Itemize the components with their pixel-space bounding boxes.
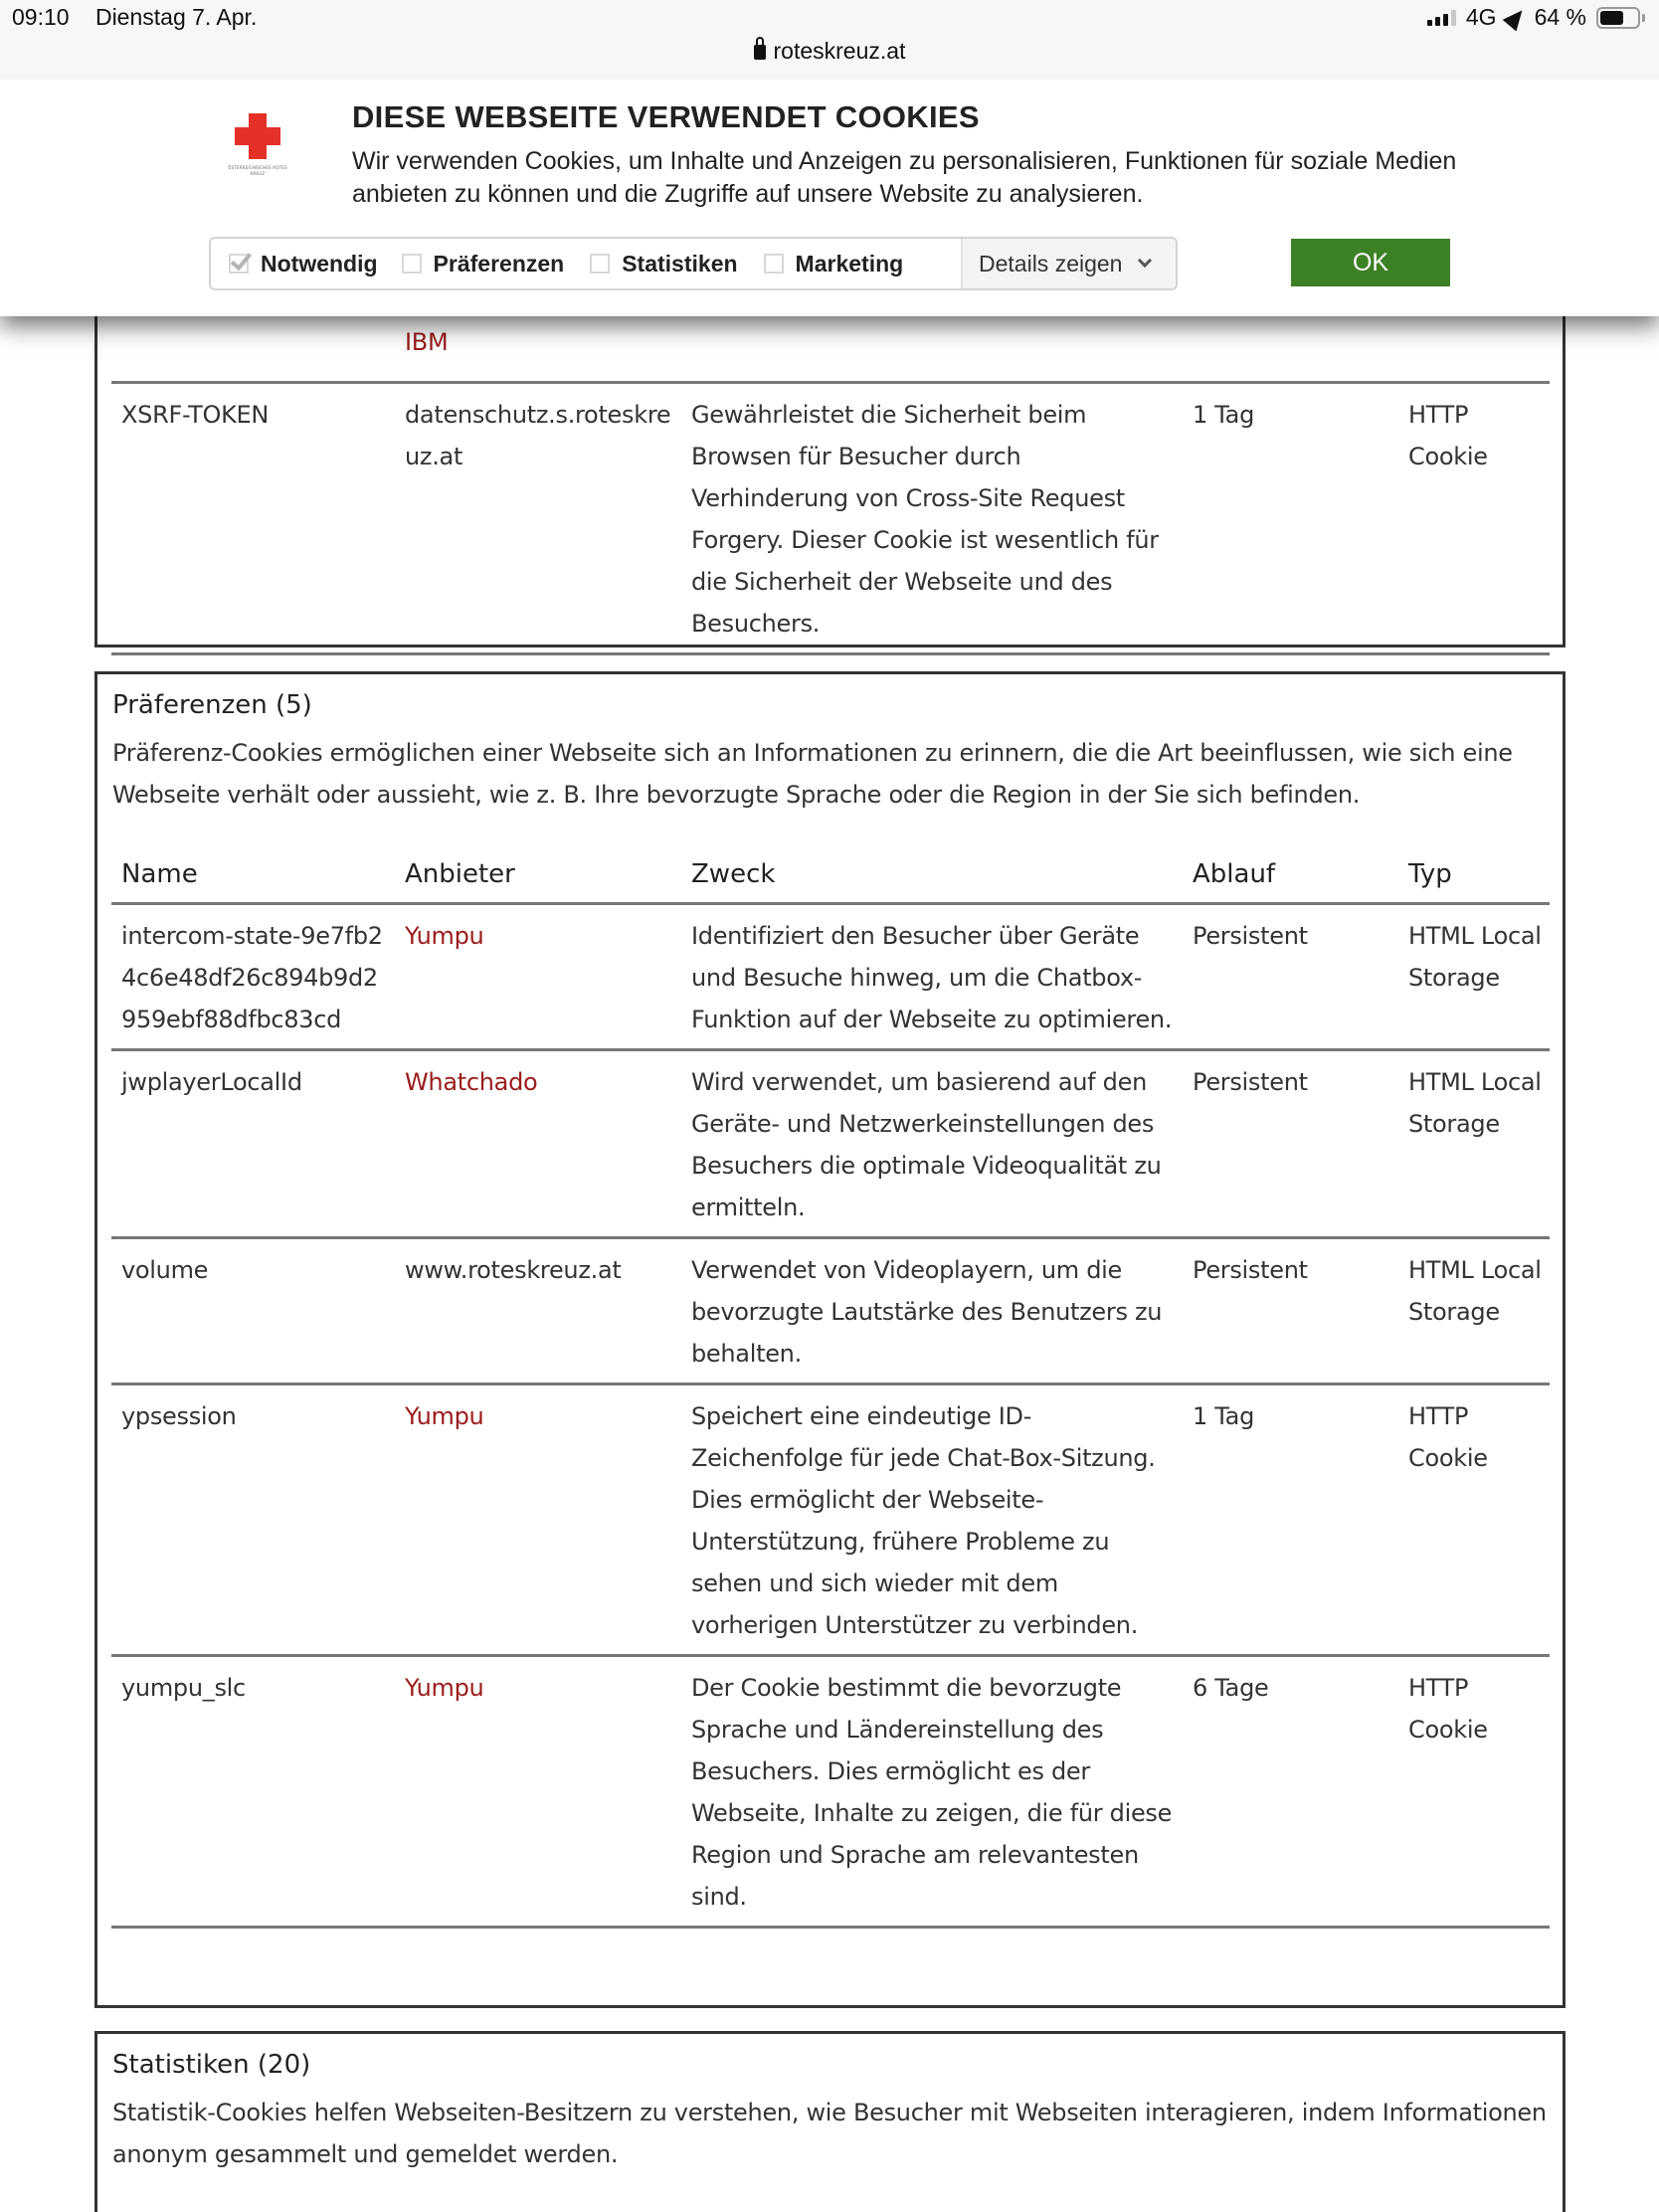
checkbox-label: Präferenzen — [433, 250, 565, 276]
cookie-purpose — [684, 321, 1187, 373]
cookie-expiry: 1 Tag — [1193, 401, 1255, 429]
cookie-name: volume — [121, 1256, 209, 1284]
checkbox-notwendig[interactable] — [211, 239, 378, 288]
cookie-type: HTML Local Storage — [1408, 1068, 1542, 1138]
show-details-toggle[interactable] — [961, 239, 1176, 288]
cellular-signal-icon — [1427, 10, 1456, 26]
checkbox-statistiken[interactable] — [564, 239, 737, 288]
red-cross-icon-bar — [235, 127, 280, 145]
cookie-type: HTML Local Storage — [1408, 922, 1542, 992]
cookie-purpose: Der Cookie bestimmt die bevorzugte Sprache und Ländereinstellung des Besuchers. Dies ermöglicht es der Webseite, Inhalte zu zeigen, die für diese Region und Sprache am relevantesten sind. — [691, 1674, 1173, 1911]
section-description: Präferenz-Cookies ermöglichen einer Webseite sich an Informationen zu erinnern, die die Art beeinflussen, wie sich eine Webseite verhält oder aussieht, wie z. B. Ihre bevorzugte Sprache oder die Region in der Sie sich befinden. — [112, 739, 1513, 809]
table-row — [111, 1385, 1550, 1657]
cookie-expiry: Persistent — [1193, 1068, 1308, 1096]
cookie-name: yumpu_slc — [121, 1674, 246, 1702]
section-title: Statistiken (20) — [112, 2050, 311, 2080]
cookie-purpose: Identifiziert den Besucher über Geräte und Besuche hinweg, um die Chatbox-Funktion auf der Webseite zu optimieren. — [691, 922, 1173, 1033]
chevron-down-icon — [1138, 254, 1152, 268]
cookie-type: HTML Local Storage — [1408, 1256, 1542, 1326]
network-type: 4G — [1465, 4, 1497, 30]
checkbox-praeferenzen[interactable] — [378, 239, 565, 288]
cookie-purpose: Gewährleistet die Sicherheit beim Browsen für Besucher durch Verhinderung von Cross-Site Request Forgery. Dieser Cookie ist wesentlich für die Sicherheit der Webseite und des Besuchers. — [691, 401, 1159, 638]
logo-caption: ÖSTERREICHISCHES ROTES KREUZ — [228, 165, 287, 176]
cookie-expiry: 1 Tag — [1193, 1402, 1255, 1430]
checkbox-unchecked-icon — [590, 254, 610, 274]
cookie-purpose: Verwendet von Videoplayern, um die bevorzugte Lautstärke des Benutzers zu behalten. — [691, 1256, 1163, 1368]
table-row — [111, 1239, 1550, 1385]
table-row — [111, 384, 1550, 655]
cookie-provider: www.roteskreuz.at — [405, 1256, 622, 1284]
provider-link[interactable]: Whatchado — [405, 1068, 538, 1096]
status-bar-left — [12, 4, 257, 31]
column-header-provider: Anbieter — [405, 858, 515, 889]
cookie-consent-banner — [0, 80, 1659, 316]
cookie-name: XSRF-TOKEN — [121, 401, 270, 429]
section-title: Präferenzen (5) — [112, 690, 312, 720]
provider-link[interactable]: Yumpu — [405, 1674, 484, 1702]
cookie-type: HTTP Cookie — [1408, 1674, 1488, 1744]
column-header-purpose: Zweck — [691, 858, 776, 889]
provider-link[interactable]: Yumpu — [405, 922, 484, 950]
banner-title: DIESE WEBSEITE VERWENDET COOKIES — [352, 99, 980, 134]
banner-description: Wir verwenden Cookies, um Inhalte und Anzeigen zu personalisieren, Funktionen für soziale Medien anbieten zu können und die Zugriffe auf unsere Website zu analysieren. — [352, 147, 1457, 208]
cookie-expiry: Persistent — [1193, 1256, 1308, 1284]
status-bar-right — [1427, 4, 1645, 31]
consent-options — [209, 237, 1178, 290]
cookie-name: ypsession — [121, 1402, 237, 1430]
cookie-provider: datenschutz.s.roteskreuz.at — [405, 401, 671, 470]
table-header — [111, 845, 1550, 905]
checkbox-label: Statistiken — [622, 250, 738, 276]
cookie-type: HTTP Cookie — [1408, 401, 1488, 470]
browser-chrome — [0, 0, 1659, 80]
checkbox-label: Notwendig — [261, 250, 378, 276]
checkbox-label: Marketing — [795, 250, 904, 276]
section-statistiken — [94, 2031, 1566, 2212]
checkbox-checked-icon — [229, 254, 249, 274]
cookie-expiry: Persistent — [1193, 922, 1308, 950]
table-row — [111, 1051, 1550, 1239]
table-row — [111, 905, 1550, 1051]
ok-button[interactable]: OK — [1291, 239, 1450, 286]
cookie-table-praeferenzen — [111, 845, 1550, 1929]
battery-icon — [1596, 7, 1645, 29]
cookie-purpose: Wird verwendet, um basierend auf den Geräte- und Netzwerkeinstellungen des Besuchers die optimale Videoqualität zu ermitteln. — [691, 1068, 1162, 1221]
cookie-type — [1402, 321, 1550, 373]
cookie-name — [111, 321, 398, 373]
cookie-name: jwplayerLocalId — [121, 1068, 302, 1096]
cookie-expiry — [1187, 321, 1402, 373]
table-row — [111, 321, 1550, 384]
cookie-name: intercom-state-9e7fb24c6e48df26c894b9d2959ebf88dfbc83cd — [121, 922, 383, 1033]
section-praeferenzen — [94, 671, 1566, 2008]
lock-icon — [754, 45, 766, 60]
section-description: Statistik-Cookies helfen Webseiten-Besitzern zu verstehen, wie Besucher mit Webseiten interagieren, indem Informationen anonym gesammelt und gemeldet werden. — [112, 2099, 1547, 2168]
status-date: Dienstag 7. Apr. — [94, 4, 258, 30]
column-header-name: Name — [121, 858, 198, 889]
cookie-purpose: Speichert eine eindeutige ID-Zeichenfolge für jede Chat-Box-Sitzung. Dies ermöglicht der Webseite-Unterstützung, frühere Probleme zu sehen und sich wieder mit dem vorherigen Unterstützer zu verbinden. — [691, 1402, 1156, 1639]
checkbox-marketing[interactable] — [738, 239, 904, 288]
provider-link[interactable]: Yumpu — [405, 1402, 484, 1430]
location-arrow-icon — [1502, 4, 1529, 31]
column-header-expiry: Ablauf — [1193, 858, 1276, 889]
cookie-type: HTTP Cookie — [1408, 1402, 1488, 1472]
red-cross-logo — [225, 113, 290, 183]
provider-link[interactable]: IBM — [405, 328, 449, 356]
battery-percent: 64 % — [1534, 4, 1586, 30]
table-row — [111, 1657, 1550, 1929]
cookie-expiry: 6 Tage — [1193, 1674, 1269, 1702]
checkbox-unchecked-icon — [402, 254, 422, 274]
address-bar[interactable] — [0, 38, 1659, 65]
cookie-table-notwendig — [111, 321, 1550, 655]
checkbox-unchecked-icon — [764, 254, 784, 274]
column-header-type: Typ — [1408, 858, 1452, 889]
url-text: roteskreuz.at — [773, 38, 906, 64]
status-time: 09:10 — [12, 4, 70, 30]
details-label: Details zeigen — [979, 250, 1123, 276]
